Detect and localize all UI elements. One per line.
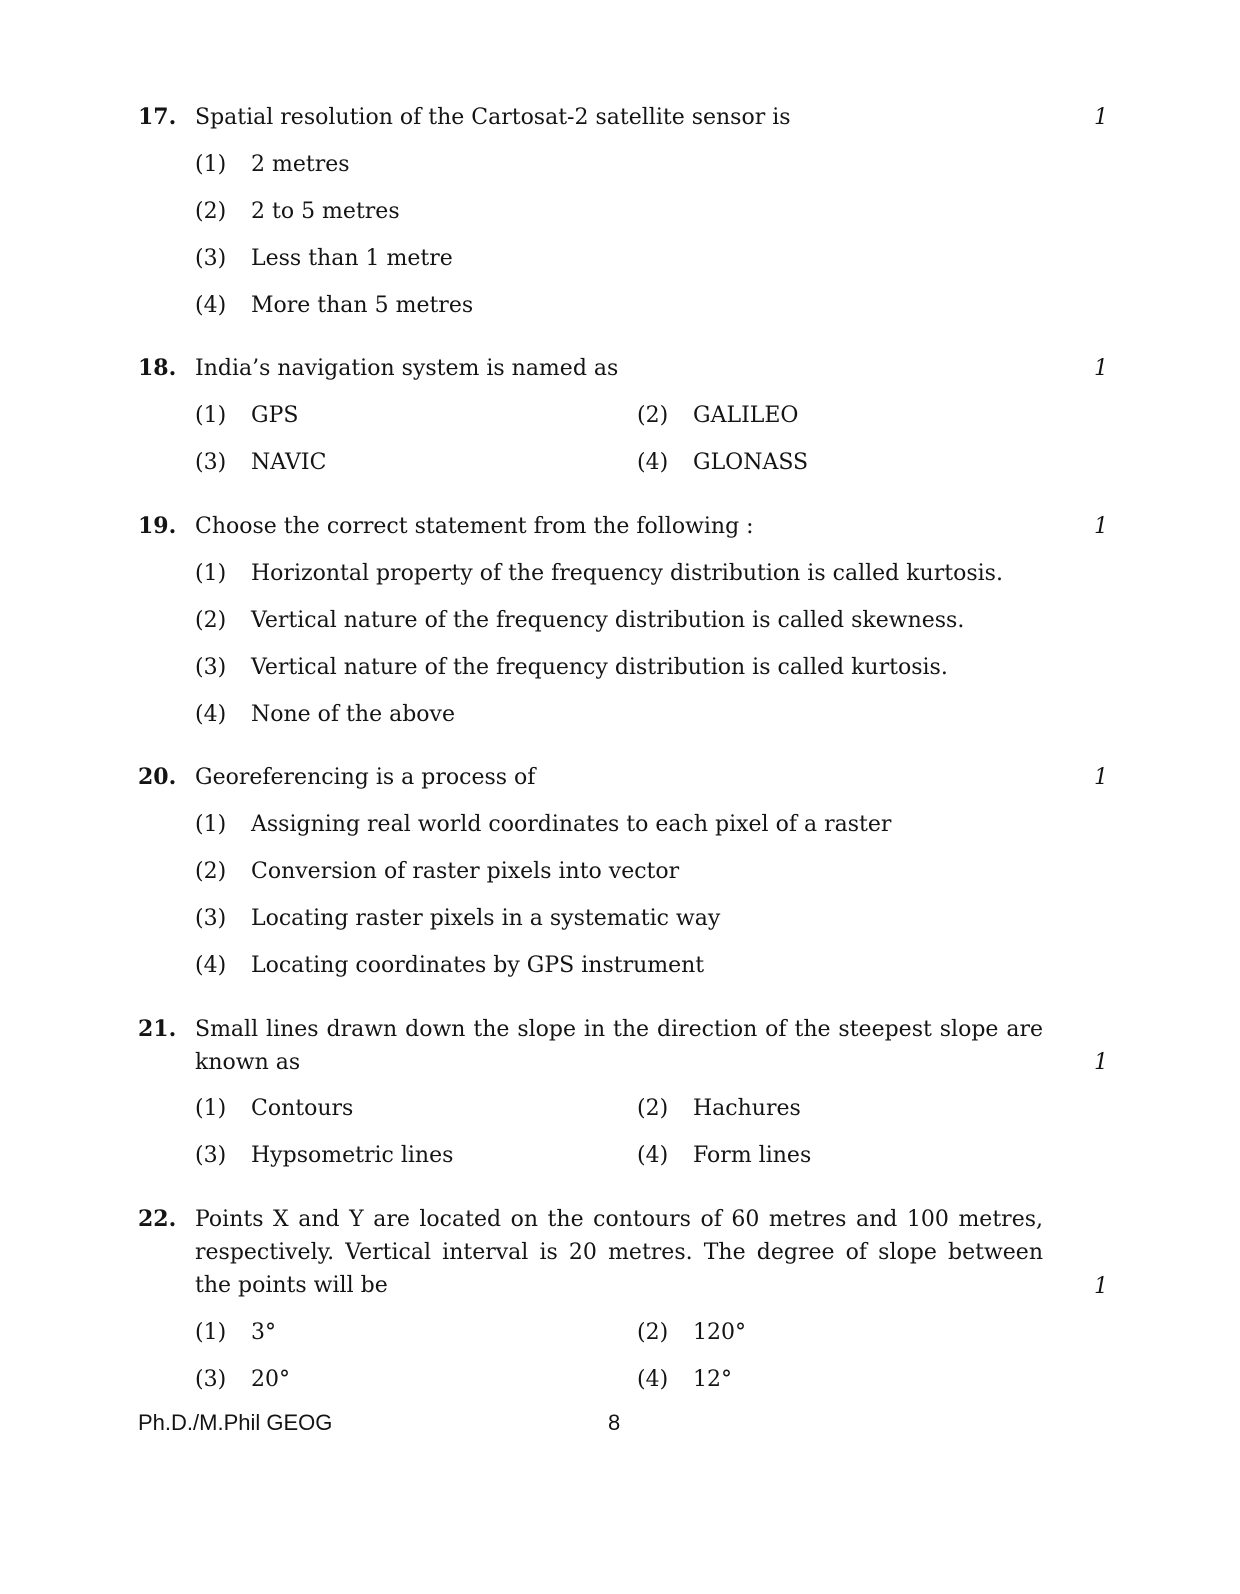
option-text: Horizontal property of the frequency distribution is called kurtosis. — [251, 561, 1003, 586]
option-text: Form lines — [693, 1143, 812, 1168]
question-number: 20. — [138, 764, 177, 790]
option-number: (4) — [195, 293, 227, 318]
option-text: 20° — [251, 1367, 290, 1392]
question-number: 19. — [138, 513, 177, 539]
option-number: (2) — [637, 403, 669, 428]
option-text: Locating raster pixels in a systematic way — [251, 906, 721, 931]
question-marks: 1 — [1094, 514, 1108, 539]
option-text: 120° — [693, 1320, 746, 1345]
option-number: (4) — [637, 1143, 669, 1168]
option-number: (1) — [195, 403, 227, 428]
option-text: 12° — [693, 1367, 732, 1392]
option-text: Vertical nature of the frequency distribution is called kurtosis. — [251, 655, 948, 680]
option-text: Hachures — [693, 1096, 801, 1121]
option-text: Contours — [251, 1096, 354, 1121]
option-number: (4) — [637, 450, 669, 475]
option-number: (2) — [195, 199, 227, 224]
option-number: (1) — [195, 1320, 227, 1345]
page-number: 8 — [608, 1410, 621, 1435]
option-number: (2) — [195, 608, 227, 633]
option-text: 2 metres — [251, 152, 350, 177]
option-text: Less than 1 metre — [251, 246, 453, 271]
option-number: (3) — [195, 1143, 227, 1168]
question-marks: 1 — [1094, 105, 1108, 130]
option-number: (1) — [195, 152, 227, 177]
option-number: (2) — [637, 1320, 669, 1345]
question-text: Spatial resolution of the Cartosat-2 satellite sensor is — [195, 105, 791, 130]
option-number: (3) — [195, 450, 227, 475]
paper-code: Ph.D./M.Phil GEOG — [138, 1410, 333, 1435]
option-text: Vertical nature of the frequency distribution is called skewness. — [251, 608, 965, 633]
option-text: Locating coordinates by GPS instrument — [251, 953, 705, 978]
option-number: (4) — [195, 953, 227, 978]
option-number: (3) — [195, 1367, 227, 1392]
question-number: 21. — [138, 1016, 177, 1042]
option-number: (4) — [195, 702, 227, 727]
question-text: Georeferencing is a process of — [195, 765, 536, 790]
question-text: Points X and Y are located on the contours of 60 metres and 100 metres, respectively. Vertical interval is 20 metres. The degree of slope between the points will be — [195, 1207, 1043, 1298]
question-text: Small lines drawn down the slope in the direction of the steepest slope are known as — [195, 1017, 1043, 1075]
option-text: None of the above — [251, 702, 455, 727]
option-number: (3) — [195, 655, 227, 680]
question-marks: 1 — [1094, 765, 1108, 790]
option-number: (3) — [195, 246, 227, 271]
option-number: (1) — [195, 1096, 227, 1121]
option-text: Assigning real world coordinates to each pixel of a raster — [251, 812, 892, 837]
question-marks: 1 — [1094, 356, 1108, 381]
option-text: GALILEO — [693, 403, 799, 428]
option-number: (4) — [637, 1367, 669, 1392]
option-text: More than 5 metres — [251, 293, 474, 318]
option-text: NAVIC — [251, 450, 327, 475]
option-text: Hypsometric lines — [251, 1143, 454, 1168]
question-text: Choose the correct statement from the following : — [195, 514, 754, 539]
option-number: (1) — [195, 561, 227, 586]
question-text: India’s navigation system is named as — [195, 356, 619, 381]
question-number: 18. — [138, 355, 177, 381]
option-text: GLONASS — [693, 450, 809, 475]
option-number: (3) — [195, 906, 227, 931]
question-number: 22. — [138, 1206, 177, 1232]
option-number: (2) — [637, 1096, 669, 1121]
option-text: 3° — [251, 1320, 276, 1345]
question-marks: 1 — [1094, 1274, 1108, 1299]
option-text: 2 to 5 metres — [251, 199, 400, 224]
option-text: GPS — [251, 403, 299, 428]
option-number: (1) — [195, 812, 227, 837]
option-text: Conversion of raster pixels into vector — [251, 859, 680, 884]
question-marks: 1 — [1094, 1050, 1108, 1075]
option-number: (2) — [195, 859, 227, 884]
question-number: 17. — [138, 104, 177, 130]
